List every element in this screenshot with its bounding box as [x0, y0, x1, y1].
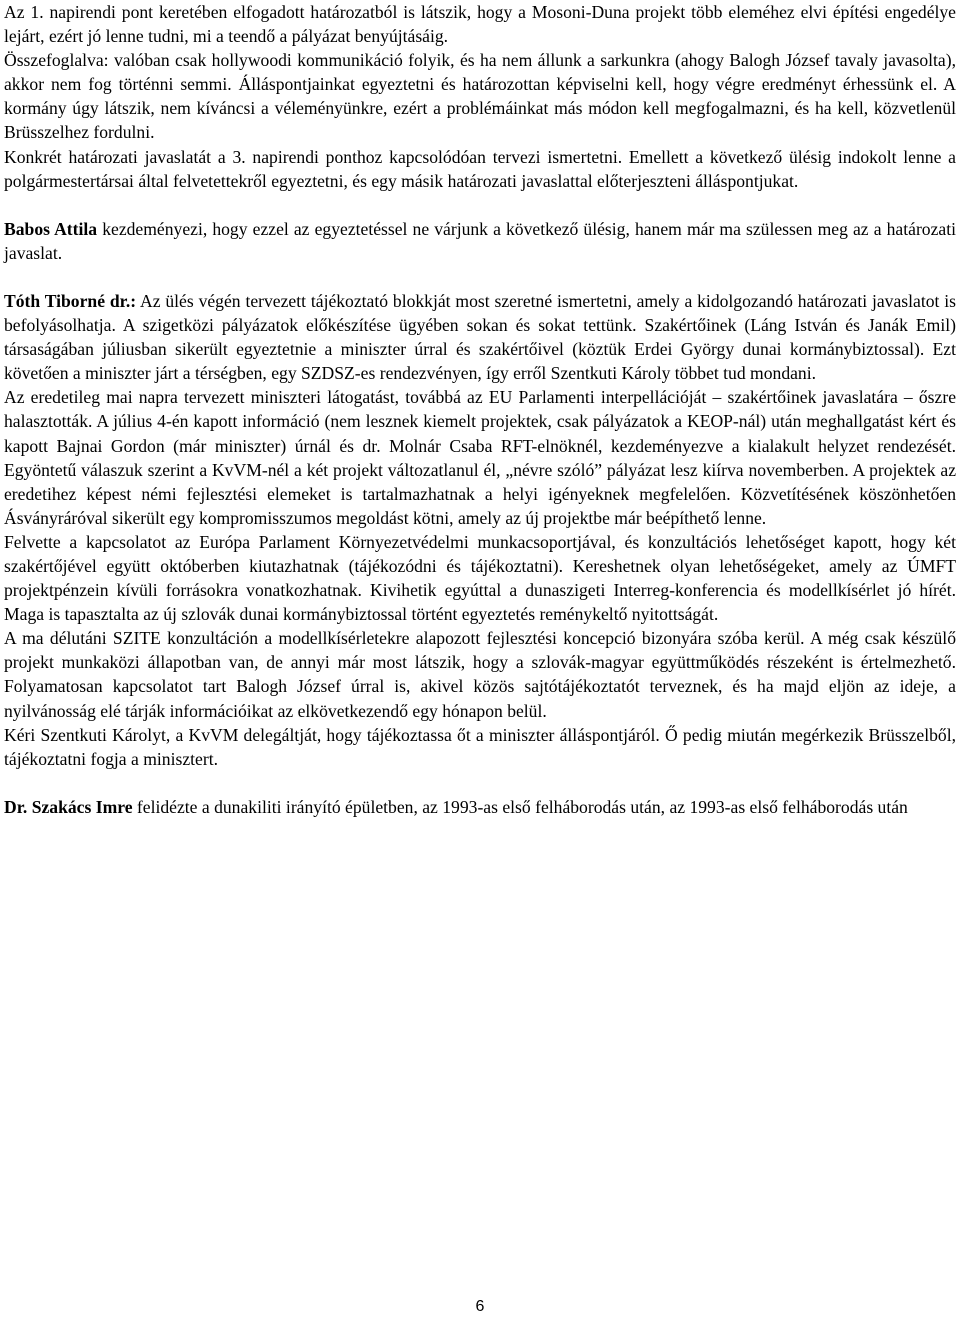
paragraph-text: kezdeményezi, hogy ezzel az egyeztetéssel ne várjunk a következő ülésig, hanem már ma szülessen meg az a határozati javaslat.: [4, 218, 956, 263]
paragraph-visit: [4, 385, 956, 530]
speaker-name: Babos Attila: [4, 218, 98, 239]
paragraph-text: Az ülés végén tervezett tájékoztató blokkját most szeretné ismertetni, amely a kidolgozandó határozati javaslatot is befolyásolhatja. A szigetközi pályázatok előkészítése ügyében sokan és sokat tettünk. Szakértőinek (Láng István és Janák Emil) társaságában júliusban sikerült egyeztetnie a miniszter úrral és szakértőivel (köztük Erdei György dunai kormánybiztossal). Ezt követően a miniszter járt a térségben, egy SZDSZ-es rendezvényen, így erről Szentkuti Károly többet tud mondani.: [4, 290, 956, 384]
paragraph-proposal: [4, 145, 956, 193]
speaker-name: Dr. Szakács Imre: [4, 796, 133, 817]
speaker-name: Tóth Tiborné dr.:: [4, 290, 137, 311]
paragraph-summary: [4, 48, 956, 144]
paragraph-intro: [4, 0, 956, 48]
paragraph-gap: [4, 193, 956, 217]
paragraph-text: Az 1. napirendi pont keretében elfogadott határozatból is látszik, hogy a Mosoni-Duna projekt több eleméhez elvi építési engedélye lejárt, ezért jó lenne tudni, mi a teendő a pályázat benyújtásáig.: [4, 2, 956, 47]
paragraph-gap: [4, 265, 956, 289]
paragraph-text: Konkrét határozati javaslatát a 3. napirendi ponthoz kapcsolódóan tervezi ismertetni. Emellett a következő ülésig indokolt lenne a polgármestertársai által felvetettekről egyeztetni, és egy másik határozati javaslattal előterjeszteni álláspontjukat.: [4, 146, 956, 191]
paragraph-text: felidézte a dunakiliti irányító épületben, az 1993-as első felháborodás után, az 1993-as első felháborodás után: [132, 796, 908, 817]
paragraph-text: Összefoglalva: valóban csak hollywoodi kommunikáció folyik, és ha nem állunk a sarkunkra (ahogy Balogh József tavaly javasolta), akkor nem fog történni semmi. Álláspontjainkat egyeztetni és határozottan képviselni kell, hogy végre eredményt érhessünk el. A kormány úgy látszik, nem kíváncsi a véleményünkre, ezért a problémáinkat más módon kell megfogalmazni, és ha kell, közvetlenül Brüsszelhez fordulni.: [4, 50, 956, 143]
paragraph-szite: [4, 626, 956, 722]
paragraph-text: A ma délutáni SZITE konzultáción a modellkísérletekre alapozott fejlesztési koncepció bizonyára szóba kerül. A még csak készülő projekt munkaközi állapotban van, de annyi már most látszik, hogy a szlovák-magyar együttműködés részeként is értelmezhető. Folyamatosan kapcsolatot tart Balogh József úrral is, akivel közös sajtótájékoztatót terveznek, és ha majd eljön az ideje, a nyilvánosság elé tárják információikat az elkövetkezendő egy hónapon belül.: [4, 628, 956, 721]
document-body: [4, 0, 956, 819]
paragraph-szakacs: [4, 795, 956, 819]
paragraph-request: [4, 723, 956, 771]
paragraph-babos: [4, 217, 956, 265]
paragraph-parliament: [4, 530, 956, 626]
paragraph-text: Kéri Szentkuti Károlyt, a KvVM delegáltját, hogy tájékoztassa őt a miniszter álláspontjáról. Ő pedig miután megérkezik Brüsszelből, tájékoztatni fogja a minisztert.: [4, 724, 956, 769]
paragraph-gap: [4, 771, 956, 795]
paragraph-text: Az eredetileg mai napra tervezett miniszteri látogatást, továbbá az EU Parlamenti interpellációját – szakértőinek javaslatára – őszre halasztották. A július 4-én kapott információ (nem lesznek kiemelt projektek, csak pályázatok a KEOP-nál) után meghallgatást kért és kapott Bajnai Gordon (már miniszter) úrnál és dr. Molnár Csaba RFT-elnöknél, kezdeményezve a kialakult helyzet rendezését. Egyöntetű válaszuk szerint a KvVM-nél a két projekt változatlanul él, „névre szóló” pályázat lesz kiírva novemberben. A projektek az eredetihez képest némi fejlesztési elemeket is tartalmazhatnak a helyi igényeknek megfelelően. Közvetítésének köszönhetően Ásványráróval sikerült egy kompromisszumos megoldást kötni, amely az új projektbe már beépíthető lenne.: [4, 387, 956, 528]
paragraph-text: Felvette a kapcsolatot az Európa Parlament Környezetvédelmi munkacsoportjával, és konzultációs lehetőséget kapott, hogy két szakértőjével együtt októberben kiutazhatnak (tájékozódni és tájékoztatni). Kereshetnek olyan lehetőségeket, amely az ÚMFT projektpénzein kívüli forrásokra vonatkozhatnak. Kivihetik egyúttal a dunaszigeti Interreg-konferencia és modellkísérlet jó hírét. Maga is tapasztalta az új szlovák dunai kormánybiztossal történt egyeztetés reménykeltő nyitottságát.: [4, 531, 956, 625]
page-number: 6: [475, 1298, 485, 1315]
paragraph-toth: [4, 289, 956, 385]
